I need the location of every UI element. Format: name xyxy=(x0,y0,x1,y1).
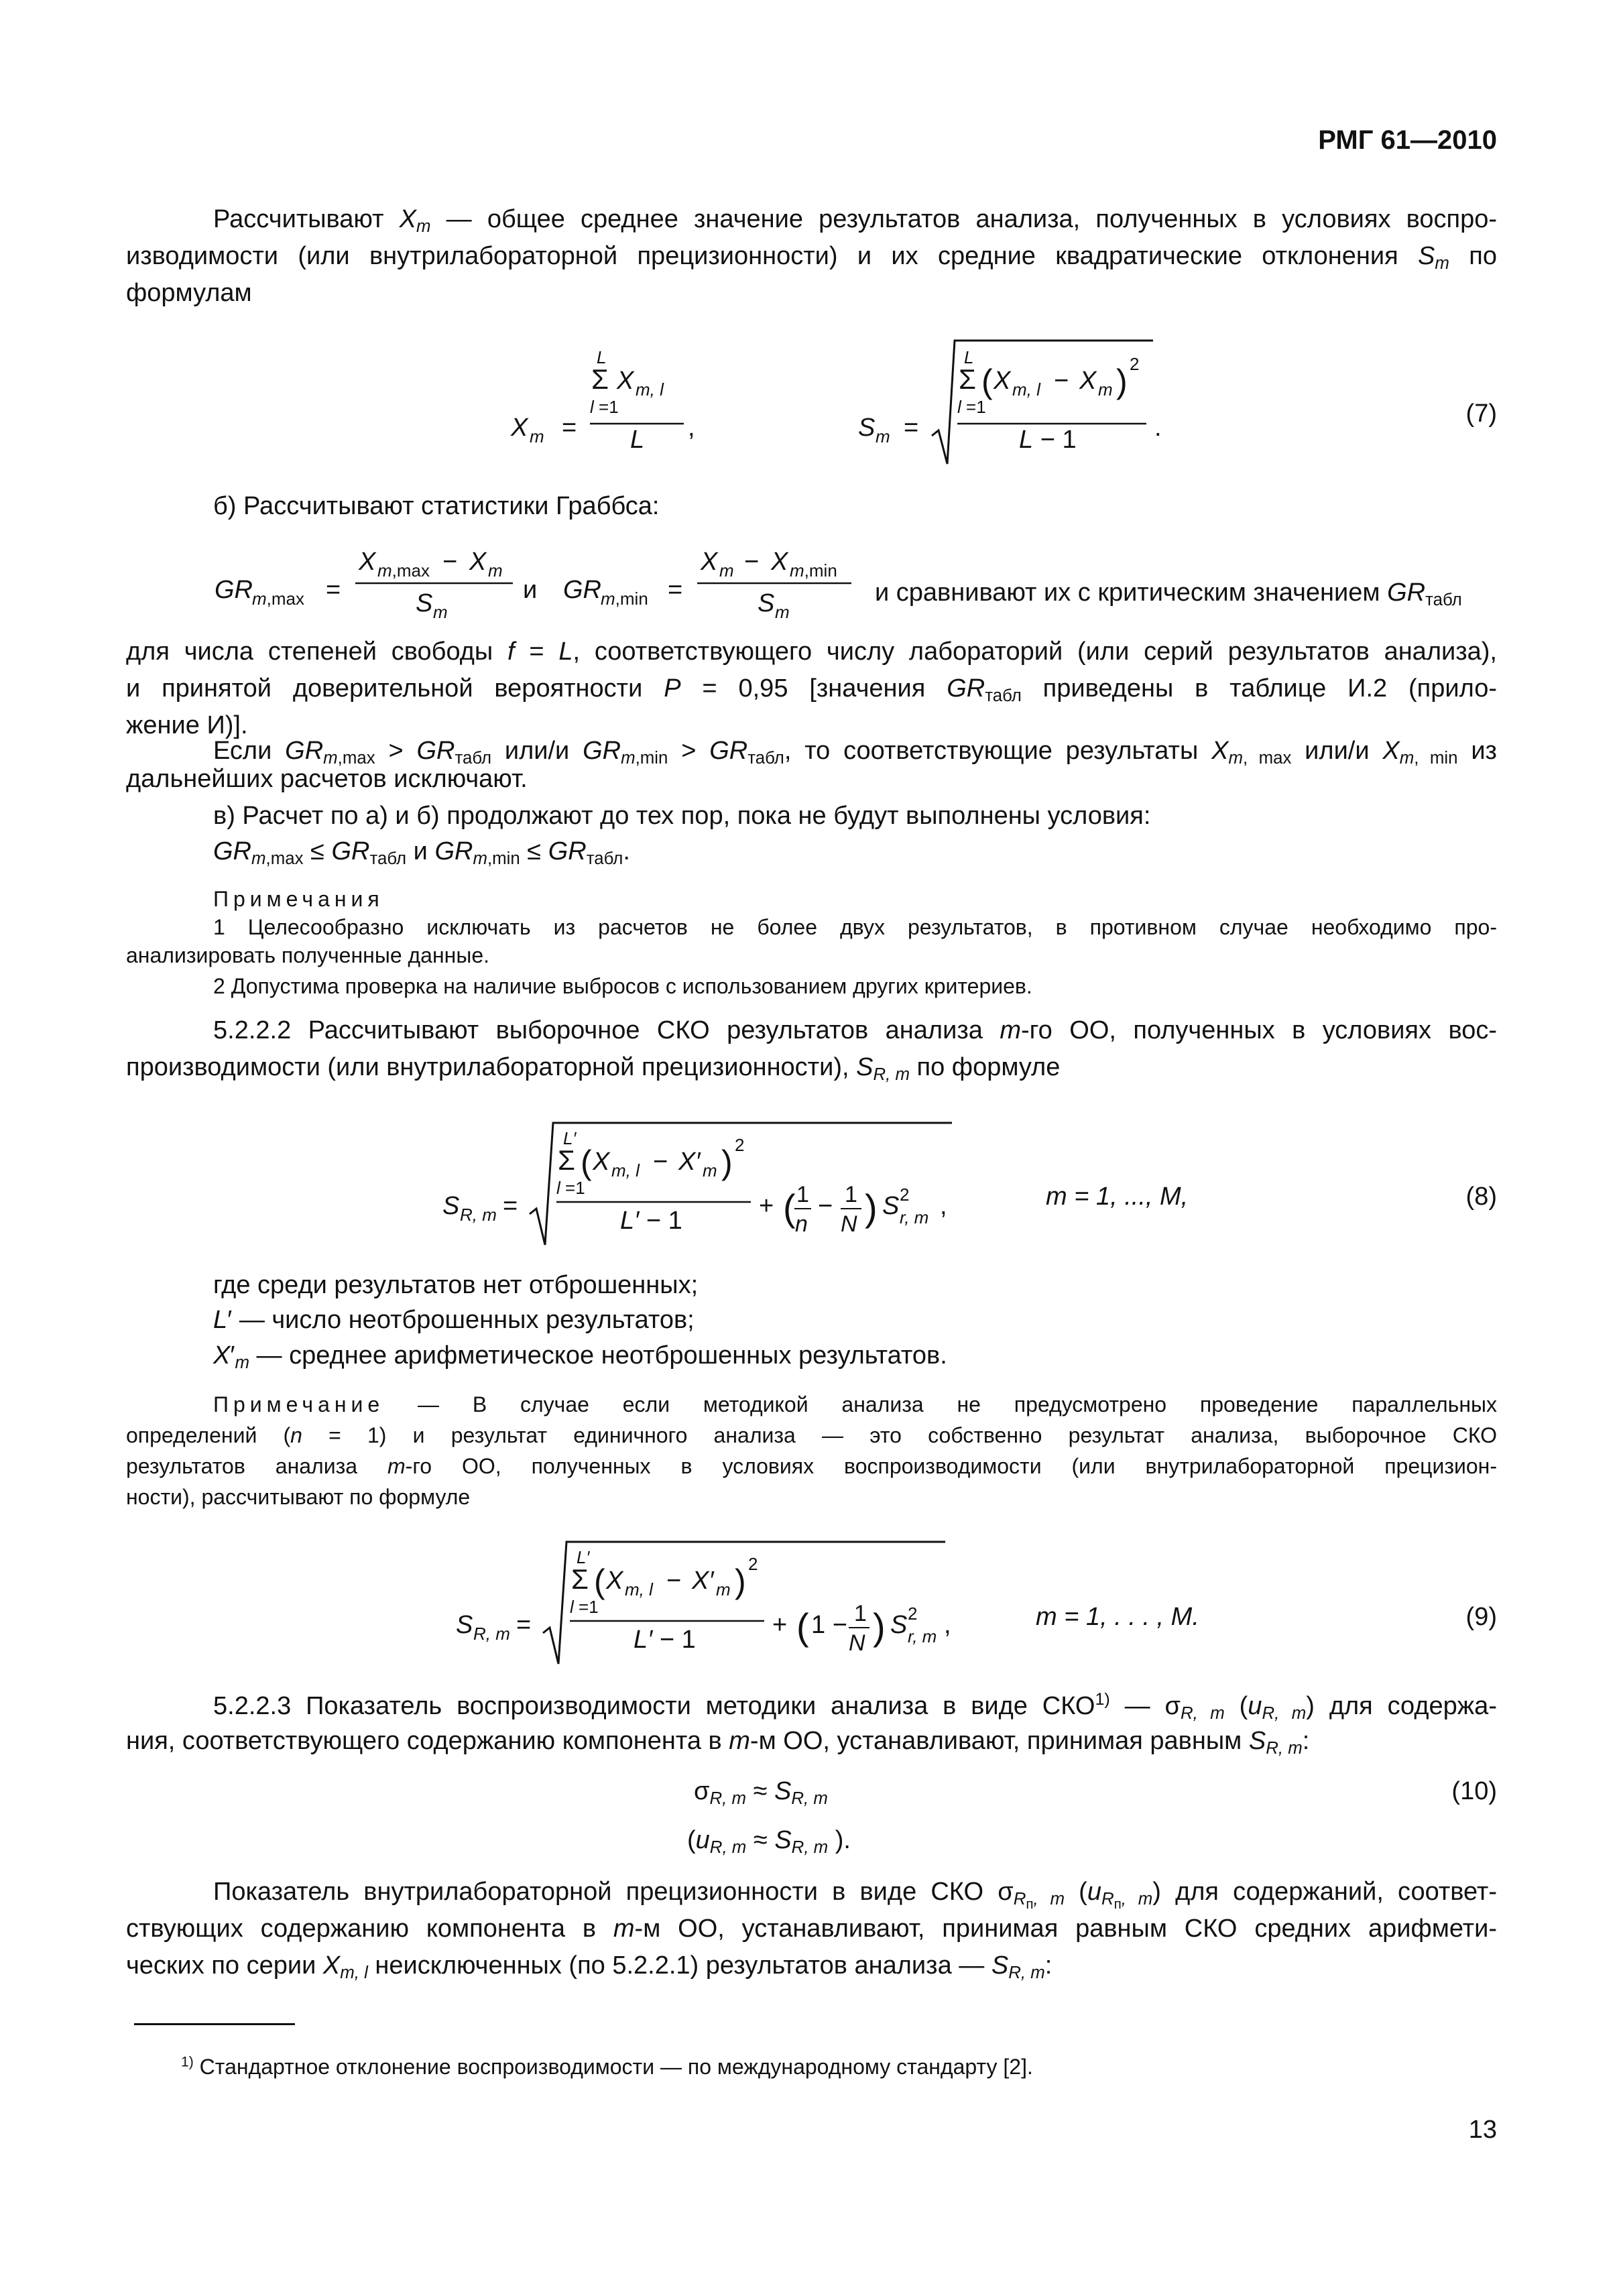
formula-8 xyxy=(429,1116,1032,1250)
para-5223-line-2: ния, соответствующего содержанию компонента в m-м ОО, устанавливают, принимая равным $S_{R, m}$: xyxy=(126,1727,1310,1758)
svg-text:): ) xyxy=(865,1187,878,1229)
footnote-text: Стандартное отклонение воспроизводимости — по международному стандарту [2]. xyxy=(193,2055,1033,2079)
svg-text:−: − xyxy=(818,1192,833,1220)
equation-8-range: m = 1, ..., M, xyxy=(1046,1183,1189,1211)
svg-text:=: = xyxy=(904,414,919,442)
dof-text: , соответствующего числу лабораторий (или серий результатов анализа), xyxy=(573,638,1497,666)
svg-text:S: S xyxy=(442,1192,460,1220)
svg-text:): ) xyxy=(873,1606,886,1648)
svg-text:Σ: Σ xyxy=(558,1144,575,1176)
where-line-2: L′ — число неотброшенных результатов; xyxy=(213,1306,695,1334)
note-1-line-1: 1 Целесообразно исключать из расчетов не более двух результатов, в противном случае необходимо про- xyxy=(213,915,1497,939)
svg-text:−: − xyxy=(744,548,760,576)
svg-text:N: N xyxy=(841,1211,857,1237)
svg-text:,: , xyxy=(688,414,695,442)
para-text: производимости (или внутрилабораторной прецизионности), xyxy=(126,1053,857,1081)
svg-text:L′: L′ xyxy=(577,1547,590,1567)
svg-text:m: m xyxy=(876,426,890,446)
para-5223-line-1: 5.2.2.3 Показатель воспроизводимости методики анализа в виде СКО$^{1)}$ — $\sigma_{R, m}$ $(u_{R, m})$ для содержа- xyxy=(213,1690,1497,1724)
svg-text:n: n xyxy=(795,1211,808,1237)
svg-text:1: 1 xyxy=(854,1601,867,1626)
note-text: определений ( xyxy=(126,1423,291,1447)
svg-text:Σ: Σ xyxy=(959,363,976,395)
svg-text:m: m xyxy=(775,602,790,622)
svg-text:N: N xyxy=(849,1630,865,1656)
svg-text:l =1: l =1 xyxy=(556,1178,585,1198)
dof-text: и принятой доверительной вероятности xyxy=(126,674,664,703)
svg-text:−: − xyxy=(1054,367,1069,395)
svg-text:2: 2 xyxy=(908,1604,918,1624)
page-number: 13 xyxy=(1468,2116,1497,2144)
svg-text:.: . xyxy=(1154,414,1162,442)
where-text: — среднее арифметическое неотброшенных результатов. xyxy=(249,1341,947,1370)
svg-text:X: X xyxy=(617,367,634,395)
if-text: из xyxy=(1457,737,1497,765)
svg-text:): ) xyxy=(1116,363,1128,400)
conditions: $GR_{m,max} \le GR_{табл}$ и $GR_{m,min} \le GR_{табл}$. xyxy=(213,837,630,869)
svg-text:m,max: m,max xyxy=(377,560,430,581)
svg-text:S: S xyxy=(758,589,775,617)
intra-line-2: ствующих содержанию компонента в m-м ОО, устанавливают, принимая равным СКО средних арифмети- xyxy=(126,1915,1497,1943)
note-text: = 1) и результат единичного анализа — это собственно результат анализа, выборочное СКО xyxy=(302,1423,1498,1447)
svg-text:S: S xyxy=(858,414,876,442)
svg-text:l =1: l =1 xyxy=(957,397,986,417)
intro-text: Рассчитывают xyxy=(213,205,400,233)
svg-text:(: ( xyxy=(981,363,993,400)
svg-text:2: 2 xyxy=(748,1554,758,1574)
svg-text:S: S xyxy=(890,1611,908,1639)
para-text: ствующих содержанию компонента в xyxy=(126,1915,613,1943)
svg-text:=: = xyxy=(668,576,683,604)
para-5222-line-1: 5.2.2.2 Рассчитывают выборочное СКО результатов анализа m-го ОО, полученных в условиях вос- xyxy=(213,1016,1497,1044)
formula-10-line-2: ($u_{R, m} \approx S_{R, m}$ ). xyxy=(687,1826,851,1858)
para-text: -м ОО, устанавливают, принимая равным СКО средних арифмети- xyxy=(634,1915,1497,1943)
footnote-ref[interactable]: 1) xyxy=(1095,1690,1110,1709)
svg-text:GR: GR xyxy=(563,576,601,604)
grubbs-formulas xyxy=(208,536,892,630)
where-text: — число неотброшенных результатов; xyxy=(232,1306,695,1334)
svg-text:S: S xyxy=(456,1611,473,1639)
svg-text:m: m xyxy=(433,602,448,622)
svg-text:2: 2 xyxy=(1130,354,1140,374)
svg-text:X: X xyxy=(469,548,487,576)
intra-line-1: Показатель внутрилабораторной прецизионности в виде СКО $\sigma_{R_п, m}$ $(u_{R_п, m})$ для содержаний, соответ- xyxy=(213,1878,1497,1913)
svg-text:L − 1: L − 1 xyxy=(1019,426,1077,454)
svg-text:(: ( xyxy=(594,1563,605,1600)
dof-line-3: жение И)]. xyxy=(126,711,248,739)
note-text: — В случае если методикой анализа не предусмотрено проведение параллельных xyxy=(384,1392,1497,1416)
if-line-2: дальнейших расчетов исключают. xyxy=(126,765,528,793)
note-2-title: Примечание xyxy=(213,1392,385,1416)
para-text: 5.2.2.2 Рассчитывают выборочное СКО результатов анализа xyxy=(213,1016,1000,1044)
svg-text:m: m xyxy=(719,560,734,581)
intro-line-3: формулам xyxy=(126,279,252,307)
svg-text:X: X xyxy=(359,548,376,576)
svg-text:S: S xyxy=(416,589,433,617)
intra-line-3: ческих по серии $X_{m, l}$ неисключенных (по 5.2.2.1) результатов анализа — $S_{R, m}$: xyxy=(126,1951,1053,1983)
para-text: -го ОО, полученных в условиях вос- xyxy=(1021,1016,1497,1044)
svg-text:m,max: m,max xyxy=(252,589,305,609)
para-text: -м ОО, устанавливают, принимая равным xyxy=(749,1727,1249,1755)
svg-text:X′: X′ xyxy=(692,1567,714,1595)
svg-text:r, m: r, m xyxy=(908,1626,937,1646)
if-text: Если xyxy=(213,737,286,765)
svg-text:(: ( xyxy=(783,1187,796,1229)
note-2-line-1 xyxy=(213,1389,1497,1420)
formula-9 xyxy=(442,1535,1019,1669)
para-text: неисключенных (по 5.2.2.1) результатов анализа — xyxy=(367,1951,991,1980)
equation-9-number: (9) xyxy=(1465,1603,1497,1631)
footnote xyxy=(181,2051,1033,2082)
svg-text:,: , xyxy=(940,1192,947,1220)
svg-text:=: = xyxy=(516,1611,532,1639)
svg-text:−: − xyxy=(442,548,458,576)
intro-line-2: изводимости (или внутрилабораторной прецизионности) и их средние квадратические отклонения $S_m$ по xyxy=(126,242,1497,274)
grubbs-compare: и сравнивают их с критическим значением $GR_{табл}$ xyxy=(875,579,1462,610)
and-text: и xyxy=(523,576,538,604)
intro-text: изводимости (или внутрилабораторной прецизионности) и их средние квадратические отклонения xyxy=(126,242,1419,270)
svg-text:m, l: m, l xyxy=(636,379,664,400)
svg-text:X: X xyxy=(511,414,528,442)
para-text: Показатель внутрилабораторной прецизионности в виде СКО xyxy=(213,1878,998,1906)
formula-10-line-1: $\sigma_{R, m} \approx S_{R, m}$ xyxy=(694,1777,828,1809)
para-text: ческих по серии xyxy=(126,1951,323,1980)
note-1-line-2: анализировать полученные данные. xyxy=(126,943,489,967)
svg-text:,: , xyxy=(944,1611,951,1639)
svg-text:X: X xyxy=(606,1567,623,1595)
para-text: 5.2.2.3 Показатель воспроизводимости методики анализа в виде СКО xyxy=(213,1692,1095,1720)
svg-text:L′ − 1: L′ − 1 xyxy=(634,1626,696,1654)
where-line-3: $X'_m$ — среднее арифметическое неотброшенных результатов. xyxy=(213,1341,947,1373)
svg-text:m, l: m, l xyxy=(625,1579,653,1599)
notes-title: Примечания xyxy=(213,887,384,911)
footnote-mark: 1) xyxy=(181,2054,194,2070)
equation-8-number: (8) xyxy=(1465,1183,1497,1211)
equation-7-number: (7) xyxy=(1465,400,1497,428)
where-line-1: где среди результатов нет отброшенных; xyxy=(213,1271,699,1299)
note-2: 2 Допустима проверка на наличие выбросов с использованием других критериев. xyxy=(213,974,1032,998)
note-text: результатов анализа xyxy=(126,1454,387,1478)
svg-text:=: = xyxy=(503,1192,518,1220)
svg-text:m: m xyxy=(530,426,544,446)
dof-text: для числа степеней свободы xyxy=(126,638,508,666)
step-v: в) Расчет по а) и б) продолжают до тех пор, пока не будут выполнены условия: xyxy=(213,802,1151,830)
svg-text:): ) xyxy=(735,1563,746,1600)
svg-text:l =1: l =1 xyxy=(570,1597,599,1617)
svg-text:X′: X′ xyxy=(678,1148,701,1176)
svg-text:(: ( xyxy=(796,1606,809,1648)
svg-text:L′: L′ xyxy=(563,1128,577,1148)
svg-text:GR: GR xyxy=(215,576,253,604)
svg-text:L′ − 1: L′ − 1 xyxy=(620,1207,682,1235)
para-5222-line-2: производимости (или внутрилабораторной прецизионности), $S_{R, m}$ по формуле xyxy=(126,1053,1061,1085)
document-code: РМГ 61—2010 xyxy=(1318,125,1497,155)
para-text: — xyxy=(1109,1692,1165,1720)
para-text: для содержаний, соответ- xyxy=(1160,1878,1497,1906)
svg-text:=: = xyxy=(326,576,341,604)
note-2-line-4: ности), рассчитывают по формуле xyxy=(126,1485,471,1509)
svg-text:X: X xyxy=(593,1148,610,1176)
svg-text:): ) xyxy=(721,1144,733,1181)
formula-7 xyxy=(489,335,1240,469)
dof-text: приведены в таблице И.2 (прило- xyxy=(1021,674,1497,703)
svg-text:R, m: R, m xyxy=(473,1624,510,1644)
intro-text: по xyxy=(1449,242,1497,270)
svg-text:1 −: 1 − xyxy=(811,1611,847,1639)
svg-text:1: 1 xyxy=(796,1182,809,1207)
svg-text:m,min: m,min xyxy=(790,560,837,581)
svg-text:X: X xyxy=(1079,367,1097,395)
svg-text:S: S xyxy=(882,1192,900,1220)
svg-text:m: m xyxy=(1098,379,1113,400)
svg-text:m: m xyxy=(488,560,503,581)
dof-line-1: для числа степеней свободы f = L, соответствующего числу лабораторий (или серий результатов анализа), xyxy=(126,638,1497,666)
svg-text:−: − xyxy=(666,1567,682,1595)
svg-text:+: + xyxy=(759,1192,774,1220)
compare-text: и сравнивают их с критическим значением xyxy=(875,579,1380,607)
svg-text:−: − xyxy=(653,1148,668,1176)
intro-line-1: Рассчитывают $X_m$ — общее среднее значение результатов анализа, полученных в условиях воспро- xyxy=(213,205,1497,237)
svg-text:r, m: r, m xyxy=(900,1207,929,1227)
svg-text:m,min: m,min xyxy=(601,589,648,609)
note-2-line-2: определений (n = 1) и результат единичного анализа — это собственно результат анализа, выборочное СКО xyxy=(126,1423,1498,1447)
dof-text: = 0,95 [значения xyxy=(680,674,947,703)
svg-text:L: L xyxy=(630,426,645,454)
svg-text:X: X xyxy=(771,548,788,576)
intro-text: — общее среднее значение результатов анализа, полученных в условиях воспро- xyxy=(430,205,1497,233)
svg-text:m, l: m, l xyxy=(611,1160,640,1181)
note-2-line-3: результатов анализа m-го ОО, полученных в условиях воспроизводимости (или внутрилабораторной прецизион- xyxy=(126,1454,1497,1478)
if-line-1: Если $GR_{m,max} > GR_{табл}$ или/и $GR_{m,min} > GR_{табл}$, то соответствующие результаты $X_{m, max}$ или/и $X_{m, min}$ из xyxy=(213,737,1497,768)
if-text: , то соответствующие результаты xyxy=(784,737,1212,765)
dof-line-2: и принятой доверительной вероятности P = 0,95 [значения $GR_{табл}$ приведены в таблице И.2 (прило- xyxy=(126,674,1497,706)
para-text: ния, соответствующего содержанию компонента в xyxy=(126,1727,729,1755)
if-text: или/и xyxy=(1291,737,1383,765)
note-text: -го ОО, полученных в условиях воспроизводимости (или внутрилабораторной прецизион- xyxy=(405,1454,1497,1478)
svg-text:2: 2 xyxy=(735,1135,745,1155)
svg-text:2: 2 xyxy=(900,1185,910,1205)
svg-text:R, m: R, m xyxy=(460,1205,497,1225)
svg-text:m, l: m, l xyxy=(1012,379,1040,400)
svg-text:=: = xyxy=(562,414,577,442)
svg-text:+: + xyxy=(772,1611,788,1639)
para-text: по формуле xyxy=(909,1053,1061,1081)
footnote-divider xyxy=(134,2023,295,2025)
svg-text:l =1: l =1 xyxy=(590,397,619,417)
equation-9-range: m = 1, . . . , M. xyxy=(1036,1603,1199,1631)
svg-text:L: L xyxy=(597,347,607,367)
svg-text:X: X xyxy=(994,367,1011,395)
svg-text:Σ: Σ xyxy=(571,1563,589,1595)
para-text: для содержа- xyxy=(1314,1692,1497,1720)
svg-text:X: X xyxy=(701,548,718,576)
svg-text:L: L xyxy=(964,347,974,367)
equation-10-number: (10) xyxy=(1451,1777,1497,1805)
svg-text:m: m xyxy=(716,1579,731,1599)
svg-text:1: 1 xyxy=(845,1182,857,1207)
svg-text:Σ: Σ xyxy=(591,363,609,395)
svg-text:(: ( xyxy=(581,1144,592,1181)
if-text: или/и xyxy=(491,737,583,765)
svg-text:m: m xyxy=(703,1160,717,1181)
step-b: б) Рассчитывают статистики Граббса: xyxy=(213,492,660,520)
